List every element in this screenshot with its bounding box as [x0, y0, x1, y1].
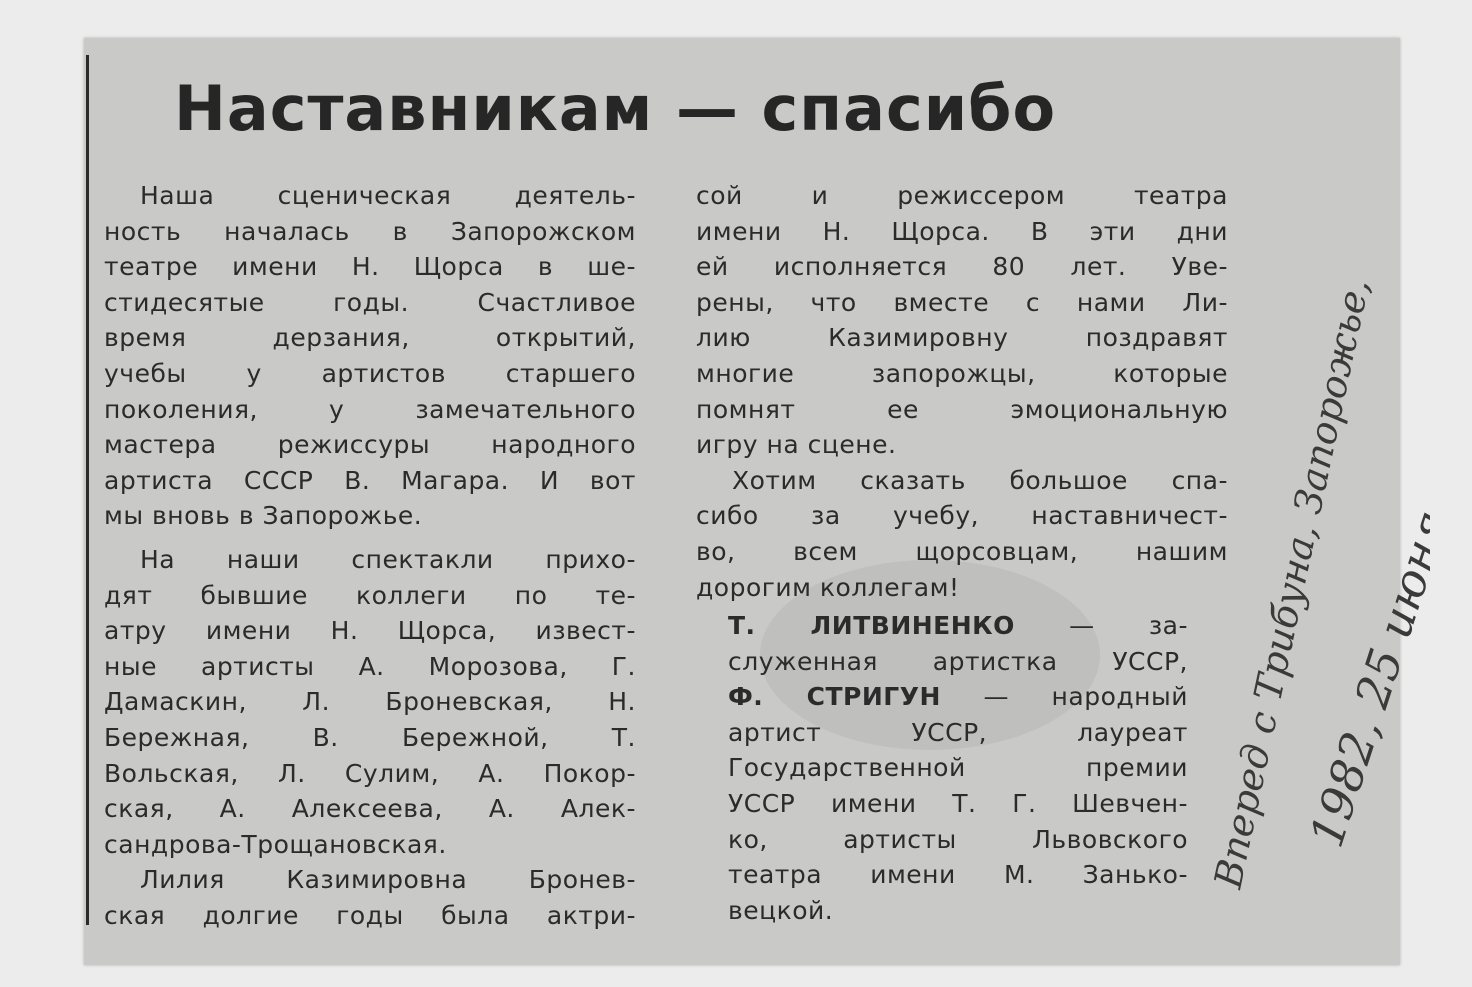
text-line: артиста СССР В. Магара. И вот [104, 465, 636, 495]
handwritten-annotation-svg [1190, 60, 1430, 910]
handwritten-line-source: Вперед с Трибуна, Запорожье, [1205, 274, 1379, 892]
signature-name-litvinenko: Т. ЛИТВИНЕНКО [728, 611, 1015, 640]
text-line: ные артисты А. Морозова, Г. [104, 651, 636, 681]
clipping-column-rule [86, 55, 89, 925]
text-line: во, всем щорсовцам, нашим [696, 536, 1228, 566]
text-line: поколения, у замечательного [104, 394, 636, 424]
text-line: ность началась в Запорожском [104, 216, 636, 246]
text-line: Бережная, В. Бережной, Т. [104, 722, 636, 752]
text-line: многие запорожцы, которые [696, 358, 1228, 388]
signature-line: УССР имени Т. Г. Шевчен- [728, 788, 1188, 818]
text-line: Лилия Казимировна Бронев- [140, 865, 636, 895]
article-left-column [104, 178, 636, 933]
text-line: имени Н. Щорса. В эти дни [696, 216, 1228, 246]
article-headline: Наставникам — спасибо [174, 72, 1057, 145]
text-line: мастера режиссуры народного [104, 430, 636, 460]
text-line: лию Казимировну поздравят [696, 323, 1228, 353]
article-right-column [696, 178, 1228, 605]
signature-line: Государственной премии [728, 753, 1188, 783]
text-line: Вольская, Л. Сулим, А. Покор- [104, 758, 636, 788]
text-line: Наша сценическая деятель- [140, 181, 636, 210]
signature-line: вецкой. [728, 895, 834, 925]
handwritten-line-date: 1982, 25 июня [1299, 503, 1430, 854]
text-line: мы вновь в Запорожье. [104, 501, 423, 531]
text-line: атру имени Н. Щорса, извест- [104, 616, 636, 646]
signature-line: служенная артистка УССР, [728, 646, 1188, 676]
text-line: время дерзания, открытий, [104, 323, 636, 353]
text-line: ская долгие годы была актри- [104, 900, 636, 930]
text-line: дят бывшие коллеги по те- [104, 580, 636, 610]
text-line: дорогим коллегам! [696, 572, 960, 602]
text-line: рены, что вместе с нами Ли- [696, 287, 1228, 317]
signature-line: театра имени М. Занько- [728, 860, 1188, 890]
signature-text: — народный [983, 682, 1188, 712]
signature-line [728, 608, 1188, 644]
handwritten-annotation [1190, 60, 1430, 910]
text-line: Дамаскин, Л. Броневская, Н. [104, 687, 636, 717]
text-line: сандрова-Трощановская. [104, 829, 447, 859]
text-line: стидесятые годы. Счастливое [104, 287, 636, 317]
signature-line [728, 679, 1188, 715]
signature-line: артист УССР, лауреат [728, 717, 1188, 747]
text-line: ей исполняется 80 лет. Уве- [696, 252, 1228, 282]
text-line: Хотим сказать большое спа- [732, 465, 1228, 495]
signature-line: ко, артисты Львовского [728, 824, 1188, 854]
signature-name-strigun: Ф. СТРИГУН [728, 682, 941, 712]
signature-text: — за- [1069, 611, 1188, 640]
text-line: сибо за учебу, наставничест- [696, 501, 1228, 531]
text-line: сой и режиссером театра [696, 181, 1228, 210]
text-line: На наши спектакли прихо- [140, 544, 636, 574]
text-line: игру на сцене. [696, 430, 897, 460]
article-signature [728, 608, 1188, 928]
text-line: учебы у артистов старшего [104, 358, 636, 388]
text-line: ская, А. Алексеева, А. Алек- [104, 794, 636, 824]
text-line: театре имени Н. Щорса в ше- [104, 252, 636, 282]
text-line: помнят ее эмоциональную [696, 394, 1228, 424]
